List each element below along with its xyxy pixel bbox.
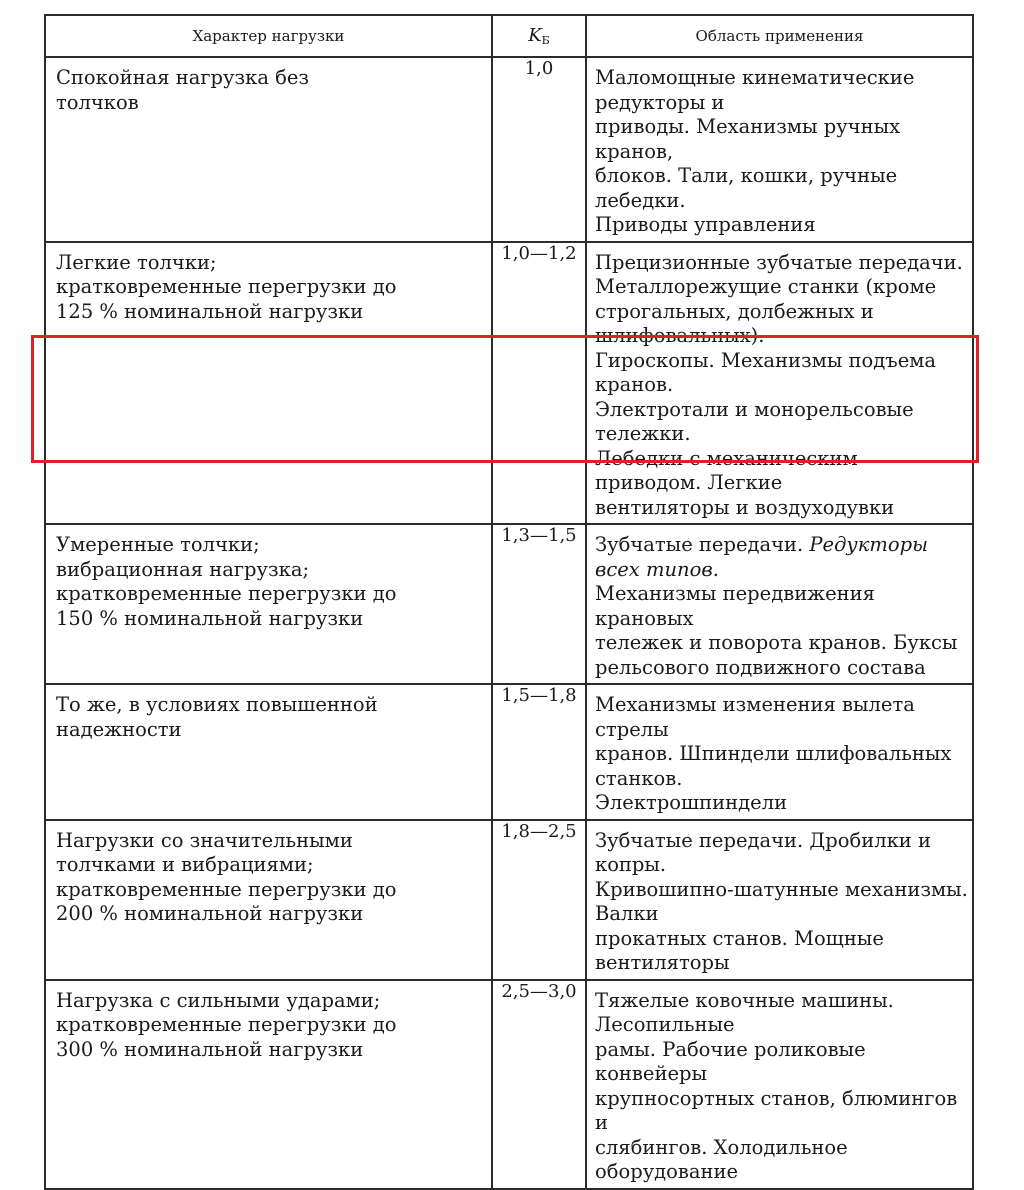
table-row [45,980,973,1189]
coef-symbol: K [528,25,542,46]
application-text: Механизмы изменения вылета стрелы кранов. Шпиндели шлифовальных станков. Электрошпиндели [595,693,952,814]
coef-cell: 2,5—3,0 [492,980,586,1189]
coef-cell: 1,5—1,8 [492,684,586,820]
load-cell [45,980,492,1189]
application-text [587,525,972,683]
application-cell [586,684,973,820]
table-row [45,524,973,684]
load-factor-table [44,14,974,1190]
application-cell [586,242,973,525]
table-row [45,820,973,980]
load-cell [45,57,492,242]
coef-cell: 1,3—1,5 [492,524,586,684]
load-text: Умеренные толчки; вибрационная нагрузка; кратковременные перегрузки до 150 % номинальной нагрузки [56,533,397,630]
load-text: То же, в условиях повышенной надежности [56,693,378,741]
table-row [45,242,973,525]
application-text: Зубчатые передачи. Дробилки и копры. Кривошипно-шатунные механизмы. Валки прокатных станов. Мощные вентиляторы [595,828,968,974]
header-load: Характер нагрузки [45,15,492,57]
load-text: Легкие толчки; кратковременные перегрузки до 125 % номинальной нагрузки [56,250,397,323]
load-text: Нагрузка с сильными ударами; кратковременные перегрузки до 300 % номинальной нагрузки [56,988,397,1061]
table-header-row [45,15,973,57]
coef-cell: 1,0—1,2 [492,242,586,525]
application-text: Прецизионные зубчатые передачи. Металлорежущие станки (кроме строгальных, долбежных и шлифовальных). Гироскопы. Механизмы подъема кранов. Электротали и монорельсовые тележки. Лебедки с механическим приводом. Легкие вентиляторы и воздуходувки [595,250,963,519]
application-rest: Механизмы передвижения крановых тележек и поворота кранов. Буксы рельсового подвижного состава [595,582,958,679]
header-application: Область применения [586,15,973,57]
application-cell [586,980,973,1189]
application-cell [586,820,973,980]
coef-cell: 1,0 [492,57,586,242]
load-cell [45,242,492,525]
application-cell [586,57,973,242]
application-plain: Зубчатые передачи. [595,533,810,556]
application-text: Маломощные кинематические редукторы и приводы. Механизмы ручных кранов, блоков. Тали, кошки, ручные лебедки. Приводы управления [595,66,915,236]
application-italic: Редукторы всех типов. [595,533,928,581]
coef-subscript: Б [541,34,550,47]
load-cell [45,820,492,980]
header-coef [492,15,586,57]
table-row [45,57,973,242]
load-cell [45,684,492,820]
application-cell [586,524,973,684]
load-cell [45,524,492,684]
load-text: Нагрузки со значительными толчками и вибрациями; кратковременные перегрузки до 200 % номинальной нагрузки [56,828,397,925]
load-text: Спокойная нагрузка без толчков [56,66,310,114]
application-text: Тяжелые ковочные машины. Лесопильные рамы. Рабочие роликовые конвейеры крупносортных станов, блюмингов и слябингов. Холодильное оборудование [595,988,958,1183]
coef-cell: 1,8—2,5 [492,820,586,980]
table-row [45,684,973,820]
